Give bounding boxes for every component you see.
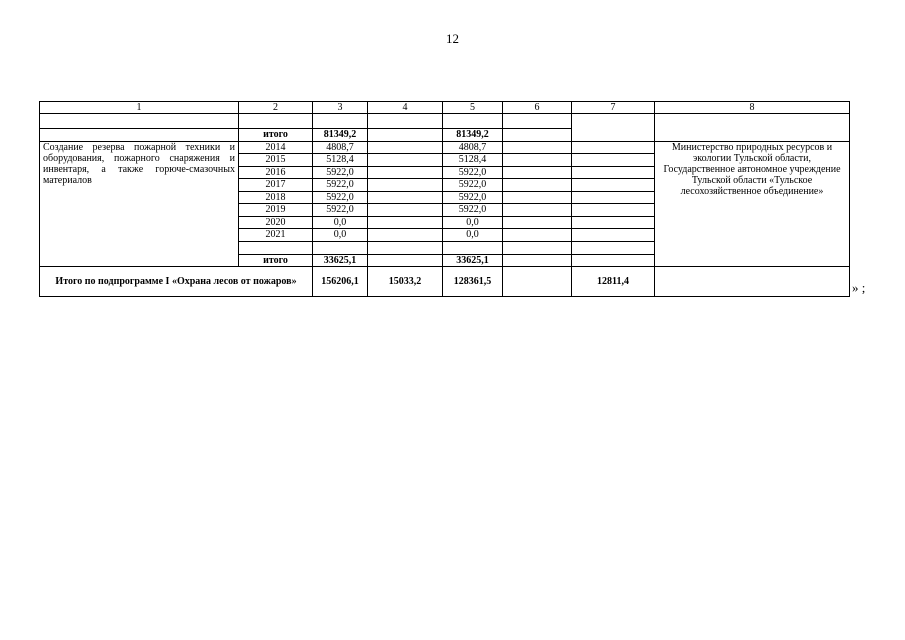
- year-cell: 2016: [239, 166, 313, 179]
- header-cell-3: 3: [313, 102, 368, 114]
- value-col5: 5922,0: [443, 166, 503, 179]
- year-cell: 2021: [239, 229, 313, 242]
- value-col3: 5922,0: [313, 179, 368, 192]
- header-cell-2: 2: [239, 102, 313, 114]
- value-col3: 5922,0: [313, 166, 368, 179]
- header-cell-1: 1: [40, 102, 239, 114]
- page-number: 12: [446, 31, 459, 46]
- measure-total-label: итого: [239, 254, 313, 267]
- year-cell: 2014: [239, 141, 313, 154]
- year-cell: 2017: [239, 179, 313, 192]
- value-col5: 5922,0: [443, 179, 503, 192]
- budget-table: [39, 101, 850, 297]
- total-col5: 81349,2: [443, 129, 503, 142]
- header-cell-5: 5: [443, 102, 503, 114]
- header-cell-4: 4: [368, 102, 443, 114]
- table-row: [40, 141, 850, 154]
- value-col3: 5922,0: [313, 204, 368, 217]
- value-col3: 0,0: [313, 216, 368, 229]
- subprogram-total-row: [40, 267, 850, 297]
- header-row: [40, 102, 850, 114]
- year-cell: 2020: [239, 216, 313, 229]
- value-col3: 4808,7: [313, 141, 368, 154]
- subprogram-total-col5: 128361,5: [443, 267, 503, 297]
- value-col5: 5922,0: [443, 204, 503, 217]
- measure-description: Создание резерва пожарной техники и оборудования, пожарного снаряжения и инвентаря, а также горюче-смазочных материалов: [40, 141, 239, 267]
- subprogram-total-label: Итого по подпрограмме I «Охрана лесов от пожаров»: [40, 267, 313, 297]
- value-col3: 5128,4: [313, 154, 368, 167]
- table-row: [40, 114, 850, 129]
- value-col5: 0,0: [443, 229, 503, 242]
- value-col5: 5922,0: [443, 191, 503, 204]
- responsible-executor: Министерство природных ресурсов и экологии Тульской области, Государственное автономное учреждение Тульской области «Тульское лесохозяйственное объединение»: [655, 141, 850, 267]
- total-label: итого: [239, 129, 313, 142]
- value-col5: 0,0: [443, 216, 503, 229]
- total-col3: 81349,2: [313, 129, 368, 142]
- header-cell-6: 6: [503, 102, 572, 114]
- header-cell-7: 7: [572, 102, 655, 114]
- measure-total-col3: 33625,1: [313, 254, 368, 267]
- value-col5: 5128,4: [443, 154, 503, 167]
- subprogram-total-col4: 15033,2: [368, 267, 443, 297]
- header-cell-8: 8: [655, 102, 850, 114]
- subprogram-total-col7: 12811,4: [572, 267, 655, 297]
- value-col5: 4808,7: [443, 141, 503, 154]
- year-cell: 2015: [239, 154, 313, 167]
- closing-quote: » ;: [852, 280, 866, 295]
- value-col3: 0,0: [313, 229, 368, 242]
- value-col3: 5922,0: [313, 191, 368, 204]
- measure-total-col5: 33625,1: [443, 254, 503, 267]
- year-cell: 2018: [239, 191, 313, 204]
- year-cell: 2019: [239, 204, 313, 217]
- subprogram-total-col3: 156206,1: [313, 267, 368, 297]
